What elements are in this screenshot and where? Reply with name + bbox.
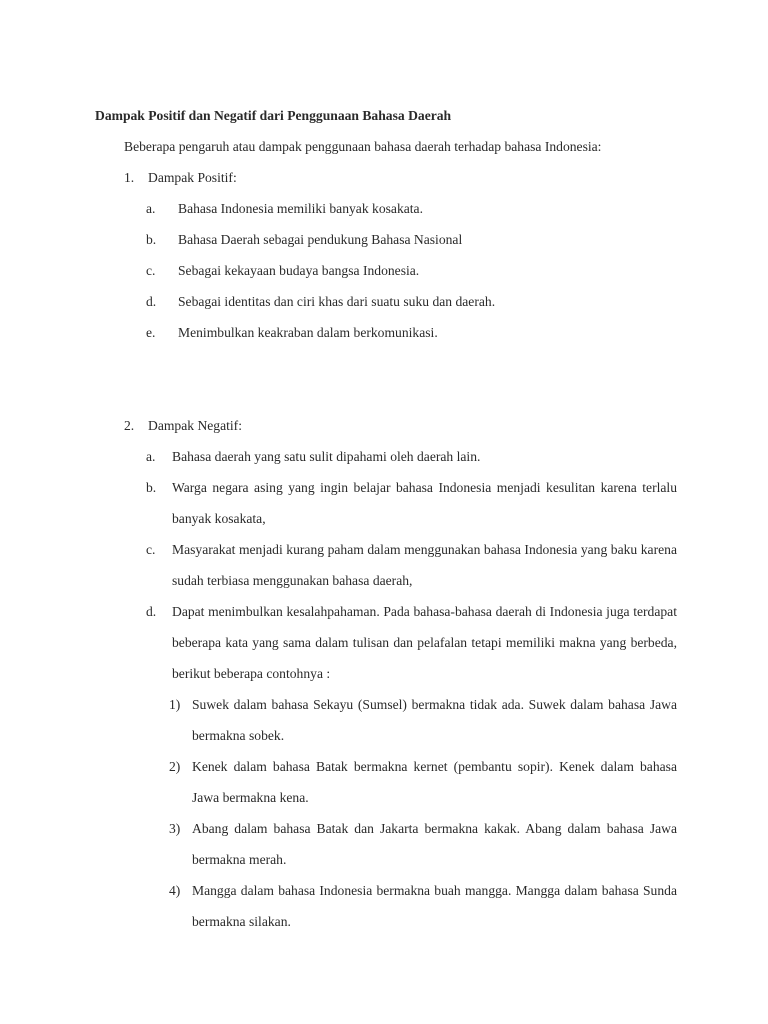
section-heading-positive [124, 162, 237, 193]
section-number: 2. [124, 418, 135, 433]
section-title: Dampak Positif: [148, 170, 237, 185]
list-item [146, 596, 677, 689]
list-marker: a. [146, 201, 156, 216]
example-item [169, 751, 677, 813]
list-marker: c. [146, 542, 156, 557]
section-heading-negative [124, 410, 242, 441]
list-marker: b. [146, 480, 157, 495]
example-text: Abang dalam bahasa Batak dan Jakarta bermakna kakak. Abang dalam bahasa Jawa bermakna merah. [192, 821, 677, 867]
list-item-text: Sebagai identitas dan ciri khas dari suatu suku dan daerah. [178, 294, 496, 309]
example-marker: 2) [169, 759, 181, 774]
example-text: Kenek dalam bahasa Batak bermakna kernet (pembantu sopir). Kenek dalam bahasa Jawa bermakna kena. [192, 759, 677, 805]
example-item [169, 875, 677, 937]
list-marker: a. [146, 449, 156, 464]
section-number: 1. [124, 170, 135, 185]
list-item-text: Sebagai kekayaan budaya bangsa Indonesia. [178, 263, 420, 278]
list-item-text: Warga negara asing yang ingin belajar bahasa Indonesia menjadi kesulitan karena terlalu banyak kosakata, [172, 480, 677, 526]
list-item-text: Bahasa Indonesia memiliki banyak kosakata. [178, 201, 423, 216]
example-text: Mangga dalam bahasa Indonesia bermakna buah mangga. Mangga dalam bahasa Sunda bermakna silakan. [192, 883, 677, 929]
section-title: Dampak Negatif: [148, 418, 242, 433]
list-item [146, 472, 677, 534]
list-item [146, 286, 495, 317]
example-item [169, 689, 677, 751]
example-marker: 3) [169, 821, 181, 836]
list-item [146, 534, 677, 596]
list-marker: b. [146, 232, 157, 247]
document-title: Dampak Positif dan Negatif dari Penggunaan Bahasa Daerah [95, 108, 452, 123]
list-item-text: Bahasa daerah yang satu sulit dipahami oleh daerah lain. [172, 449, 481, 464]
list-marker: e. [146, 325, 156, 340]
intro-paragraph: Beberapa pengaruh atau dampak penggunaan bahasa daerah terhadap bahasa Indonesia: [124, 139, 602, 154]
example-marker: 1) [169, 697, 181, 712]
list-item-text: Masyarakat menjadi kurang paham dalam menggunakan bahasa Indonesia yang baku karena sudah terbiasa menggunakan bahasa daerah, [172, 542, 677, 588]
list-marker: c. [146, 263, 156, 278]
list-marker: d. [146, 604, 157, 619]
example-item [169, 813, 677, 875]
list-item-text: Dapat menimbulkan kesalahpahaman. Pada bahasa-bahasa daerah di Indonesia juga terdapat beberapa kata yang sama dalam tulisan dan pelafalan tetapi memiliki makna yang berbeda, berikut beberapa contohnya : [172, 604, 677, 681]
list-item-text: Bahasa Daerah sebagai pendukung Bahasa Nasional [178, 232, 463, 247]
list-marker: d. [146, 294, 157, 309]
list-item [146, 224, 462, 255]
list-item [146, 193, 423, 224]
example-marker: 4) [169, 883, 181, 898]
list-item [146, 255, 419, 286]
list-item-text: Menimbulkan keakraban dalam berkomunikasi. [178, 325, 438, 340]
example-text: Suwek dalam bahasa Sekayu (Sumsel) bermakna tidak ada. Suwek dalam bahasa Jawa bermakna sobek. [192, 697, 677, 743]
list-item [146, 317, 438, 348]
list-item [146, 441, 677, 472]
